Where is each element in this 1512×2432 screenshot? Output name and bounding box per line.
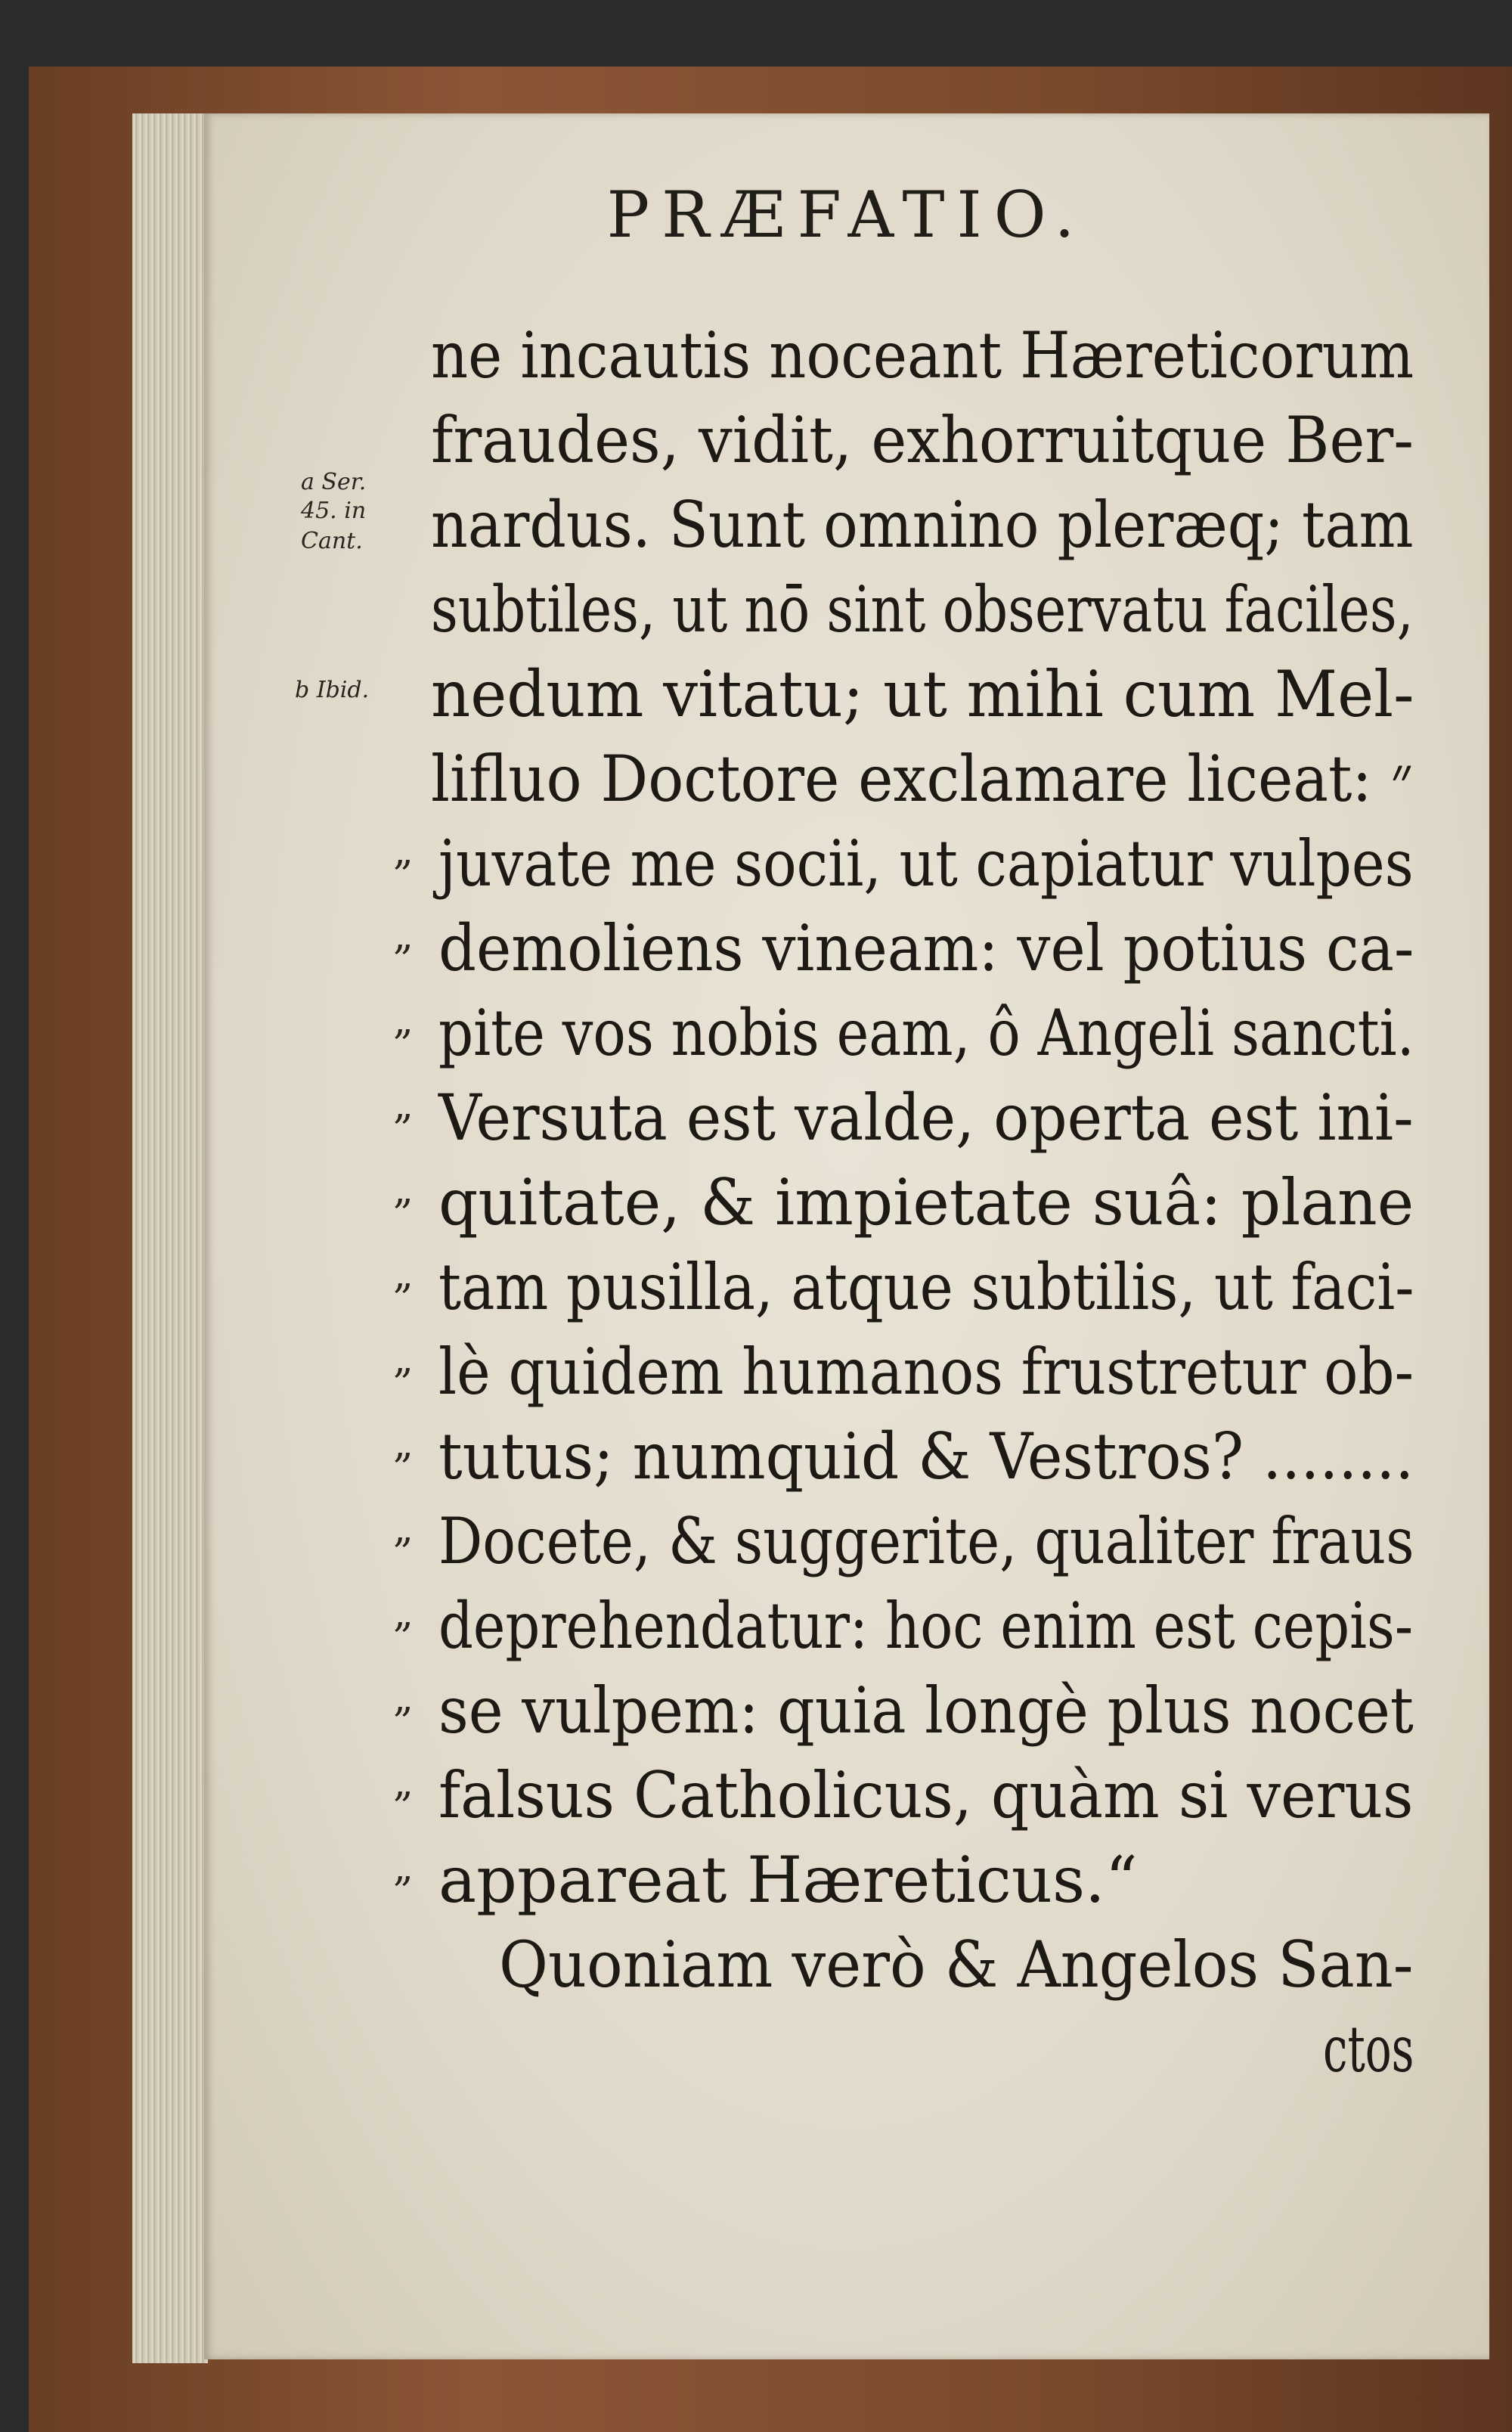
text-line: Quoniam verò & Angelos San- — [499, 1928, 1414, 2002]
text-line: falsus Catholicus, quàm si verus — [438, 1758, 1414, 1832]
quote-mark: „ — [393, 1760, 414, 1806]
text-line: se vulpem: quia longè plus nocet — [438, 1674, 1414, 1748]
text-line: deprehendatur: hoc enim est cepis- — [438, 1589, 1414, 1663]
quote-mark: „ — [393, 1845, 414, 1891]
text-line: Versuta est valde, operta est ini- — [438, 1081, 1414, 1155]
margin-note: Cant. — [301, 528, 363, 554]
quote-mark: „ — [393, 1083, 414, 1128]
text-line: Docete, & suggerite, qualiter fraus — [438, 1504, 1414, 1578]
text-line: lè quidem humanos frustretur ob- — [438, 1335, 1414, 1409]
text-line: lifluo Doctore exclamare liceat: ״ — [431, 742, 1414, 816]
text-line: juvate me socii, ut capiatur vulpes — [438, 827, 1414, 901]
running-head: PRÆFATIO. — [606, 178, 1087, 252]
margin-note: b Ibid. — [295, 677, 370, 703]
quote-mark: „ — [393, 829, 414, 874]
margin-note: 45. in — [301, 498, 367, 524]
text-line: fraudes, vidit, exhorruitque Ber- — [431, 403, 1414, 477]
quote-mark: „ — [393, 1252, 414, 1298]
text-line: subtiles, ut nō sint observatu faciles, — [431, 572, 1414, 647]
quote-mark: „ — [393, 998, 414, 1044]
quote-mark: „ — [393, 1676, 414, 1721]
text-line: tutus; numquid & Vestros? ........ — [438, 1419, 1414, 1494]
text-line: pite vos nobis eam, ô Angeli sancti. — [438, 996, 1414, 1070]
text-line: nardus. Sunt omnino pleræq; tam — [431, 488, 1414, 562]
margin-note: a Ser. — [301, 469, 367, 495]
text-line: nedum vitatu; ut mihi cum Mel- — [431, 657, 1414, 731]
quote-mark: „ — [393, 1506, 414, 1552]
text-line: demoliens vineam: vel potius ca- — [438, 911, 1414, 985]
text-line: tam pusilla, atque subtilis, ut faci- — [438, 1250, 1414, 1324]
text-line: quitate, & impietate suâ: plane — [438, 1165, 1414, 1239]
text-line: ctos — [1323, 2012, 1414, 2086]
page-edges — [132, 113, 208, 2363]
text-line: ne incautis noceant Hæreticorum — [431, 318, 1414, 392]
quote-mark: „ — [393, 1422, 414, 1467]
quote-mark: „ — [393, 1591, 414, 1636]
text-line: appareat Hæreticus.“ — [438, 1843, 1138, 1917]
book-page — [204, 113, 1489, 2359]
quote-mark: „ — [393, 1337, 414, 1382]
quote-mark: „ — [393, 914, 414, 959]
quote-mark: „ — [393, 1168, 414, 1213]
